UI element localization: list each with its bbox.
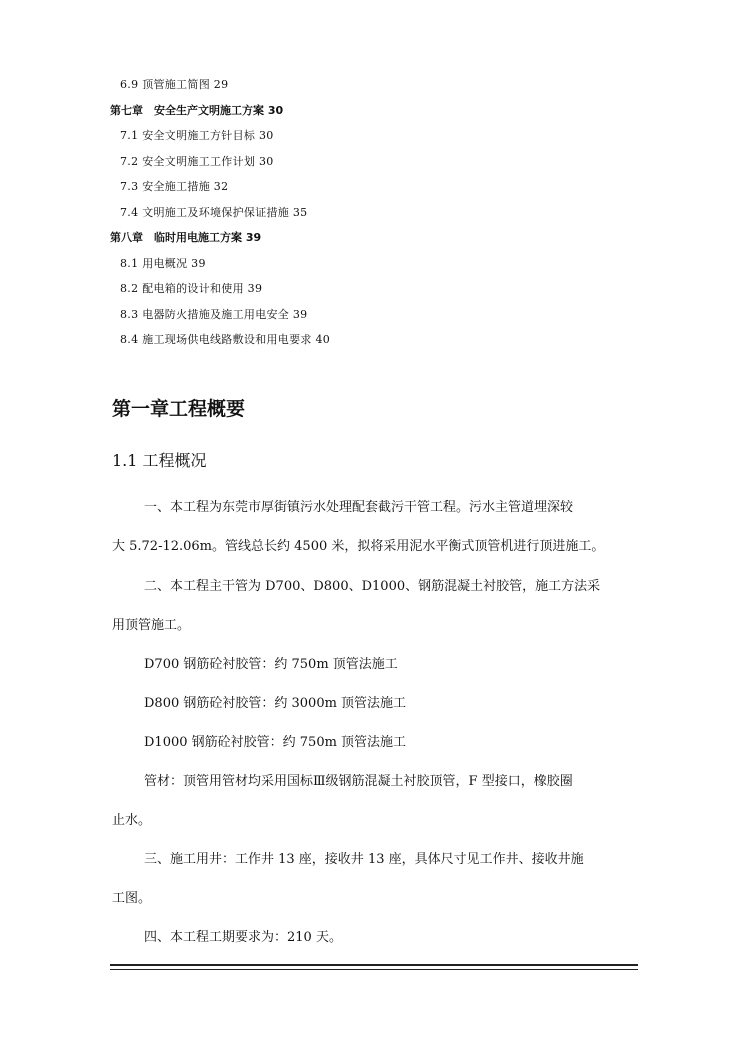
paragraph-3-line-1: 三、施工用井：工作井 13 座，接收井 13 座，具体尺寸见工作井、接收井施 — [144, 852, 584, 867]
pipe-spec-d700: D700 钢筋砼衬胶管：约 750m 顶管法施工 — [144, 657, 398, 672]
toc-item: 7.4 文明施工及环境保护保证措施 35 — [120, 205, 308, 219]
table-of-contents — [108, 72, 668, 353]
toc-chapter-heading: 第八章 临时用电施工方案 39 — [110, 231, 262, 244]
toc-item: 8.3 电器防火措施及施工用电安全 39 — [120, 307, 308, 321]
paragraph-2-line-1: 二、本工程主干管为 D700、D800、D1000、钢筋混凝土衬胶管，施工方法采 — [144, 579, 601, 594]
toc-chapter-heading: 第七章 安全生产文明施工方案 30 — [110, 103, 284, 117]
paragraph-2-line-2: 用顶管施工。 — [112, 618, 191, 633]
toc-item: 6.9 顶管施工简图 29 — [120, 78, 229, 91]
pipe-spec-d800: D800 钢筋砼衬胶管：约 3000m 顶管法施工 — [144, 696, 407, 711]
toc-item: 7.3 安全施工措施 32 — [120, 180, 229, 193]
paragraph-1-line-1: 一、本工程为东莞市厚街镇污水处理配套截污干管工程。污水主管道埋深较 — [144, 500, 574, 515]
toc-item: 8.4 施工现场供电线路敷设和用电要求 40 — [120, 333, 331, 346]
paragraph-3-line-2: 工图。 — [112, 891, 152, 906]
paragraph-4: 四、本工程工期要求为：210 天。 — [144, 930, 342, 945]
material-line-2: 止水。 — [112, 813, 152, 828]
toc-item: 7.1 安全文明施工方针目标 30 — [120, 129, 274, 142]
toc-item: 8.1 用电概况 39 — [120, 256, 206, 270]
chapter-title: 第一章工程概要 — [112, 398, 246, 420]
paragraph-1-line-2: 大 5.72-12.06m。管线总长约 4500 米，拟将采用泥水平衡式顶管机进行顶进施工。 — [112, 539, 605, 554]
toc-item: 8.2 配电箱的设计和使用 39 — [120, 282, 263, 295]
toc-item: 7.2 安全文明施工工作计划 30 — [120, 154, 274, 168]
material-line-1: 管材：顶管用管材均采用国标Ⅲ级钢筋混凝土衬胶顶管，F 型接口，橡胶圈 — [144, 774, 573, 789]
pipe-spec-d1000: D1000 钢筋砼衬胶管：约 750m 顶管法施工 — [144, 735, 407, 750]
footer-divider — [110, 964, 638, 970]
section-title: 1.1 工程概况 — [112, 451, 207, 470]
